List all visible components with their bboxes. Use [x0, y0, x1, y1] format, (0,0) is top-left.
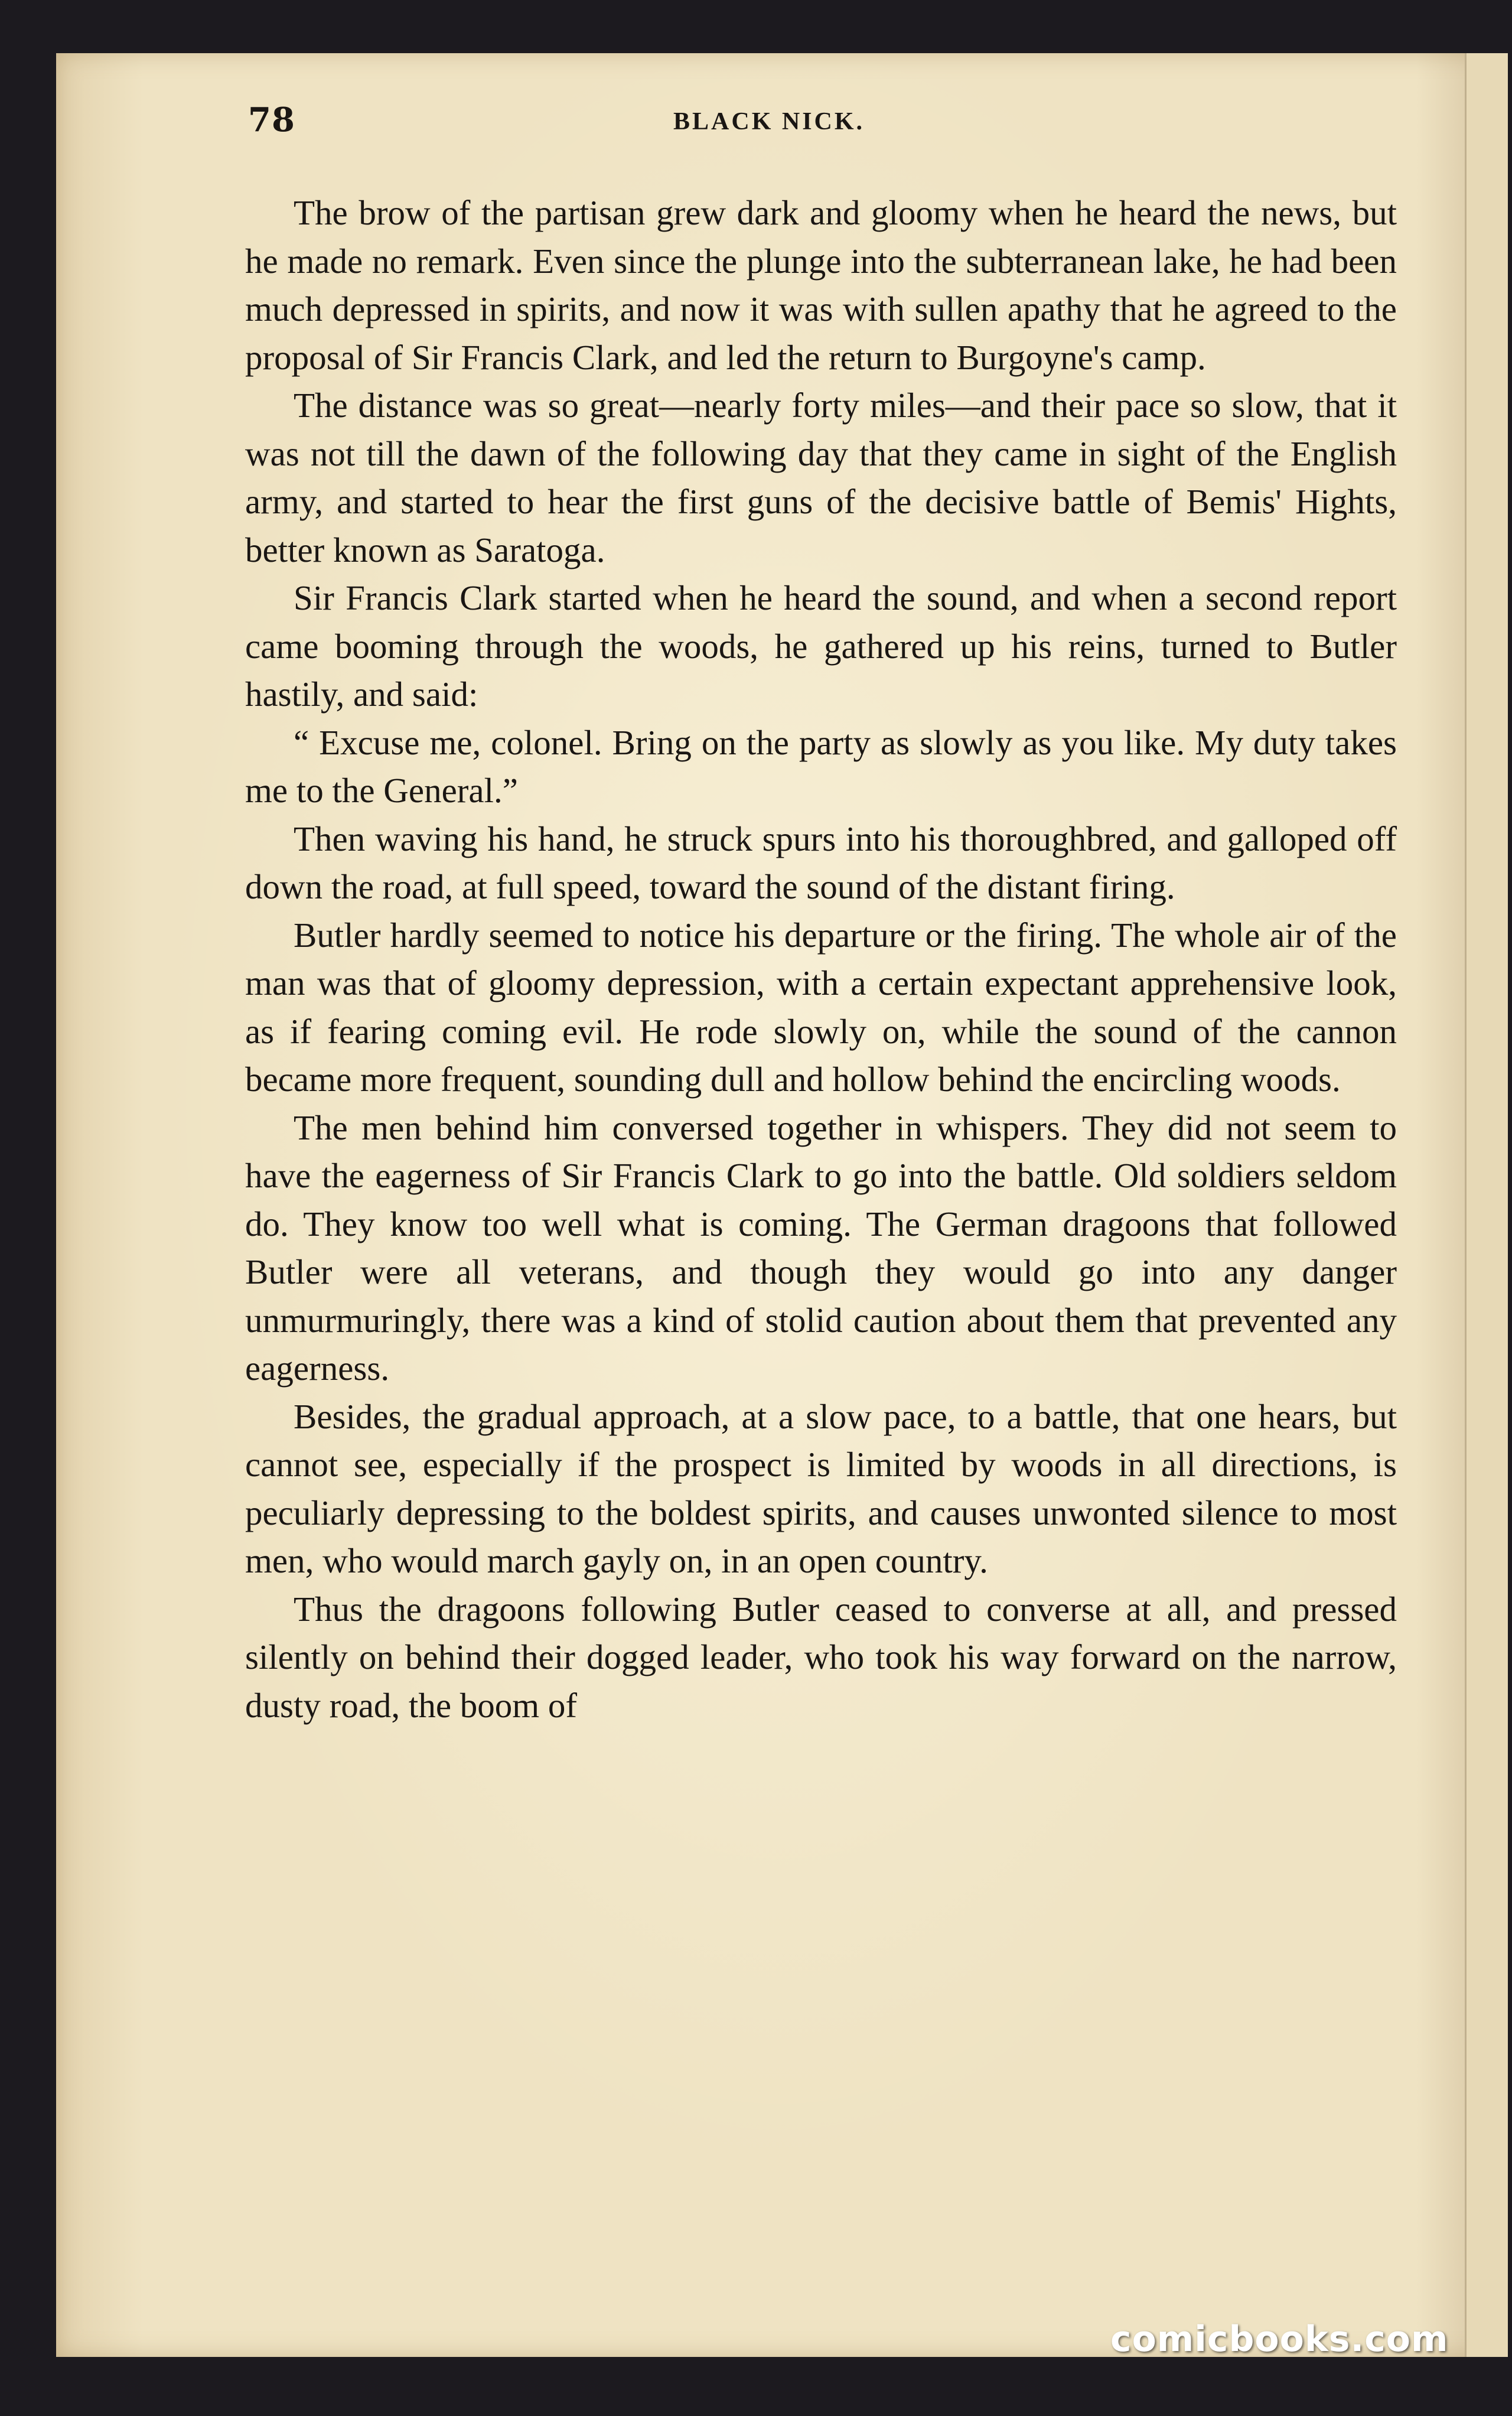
paragraph: The men behind him conversed together in whispers. They did not seem to have the eagerness of Sir Francis Clark to go into the battle. Old soldiers seldom do. They know too well what is coming. The German dragoons that followed Butler were all veterans, and though they would go into any danger unmurmuringly, there was a kind of stolid caution about them that prevented any eagerness. [245, 1108, 1397, 1388]
paragraph: Sir Francis Clark started when he heard the sound, and when a second report came booming through the woods, he gathered up his reins, turned to Butler hastily, and said: [245, 578, 1397, 714]
paragraph: Thus the dragoons following Butler ceased to converse at all, and pressed silently on behind their dogged leader, who took his way forward on the narrow, dusty road, the boom of [245, 1589, 1397, 1725]
body-text [245, 189, 1397, 1730]
page-number: 78 [248, 100, 295, 139]
page-header [248, 95, 1400, 154]
paragraph: Besides, the gradual approach, at a slow pace, to a battle, that one hears, but cannot see, especially if the prospect is limited by woods in all directions, is peculiarly depressing to the boldest spirits, and causes unwonted silence to most men, who would march gayly on, in an open country. [245, 1396, 1397, 1580]
paragraph: Then waving his hand, he struck spurs into his thoroughbred, and galloped off down the road, at full speed, toward the sound of the distant firing. [245, 819, 1397, 906]
running-head: BLACK NICK. [673, 108, 865, 135]
page-edge [1465, 53, 1508, 2357]
paragraph: The brow of the partisan grew dark and gloomy when he heard the news, but he made no remark. Even since the plunge into the subterranean lake, he had been much depressed in spirits, and now it was with sullen apathy that he agreed to the proposal of Sir Francis Clark, and led the return to Burgoyne's camp. [245, 193, 1397, 377]
paragraph: The distance was so great—nearly forty miles—and their pace so slow, that it was not till the dawn of the following day that they came in sight of the English army, and started to hear the first guns of the decisive battle of Bemis' Hights, better known as Saratoga. [245, 386, 1397, 569]
site-watermark: comicbooks.com [1110, 2319, 1449, 2360]
paragraph: “ Excuse me, colonel. Bring on the party as slowly as you like. My duty takes me to the General.” [245, 722, 1397, 810]
paragraph: Butler hardly seemed to notice his departure or the firing. The whole air of the man was that of gloomy depression, with a certain expectant apprehensive look, as if fearing coming evil. He rode slowly on, while the sound of the cannon became more frequent, sounding dull and hollow behind the encircling woods. [245, 915, 1397, 1099]
